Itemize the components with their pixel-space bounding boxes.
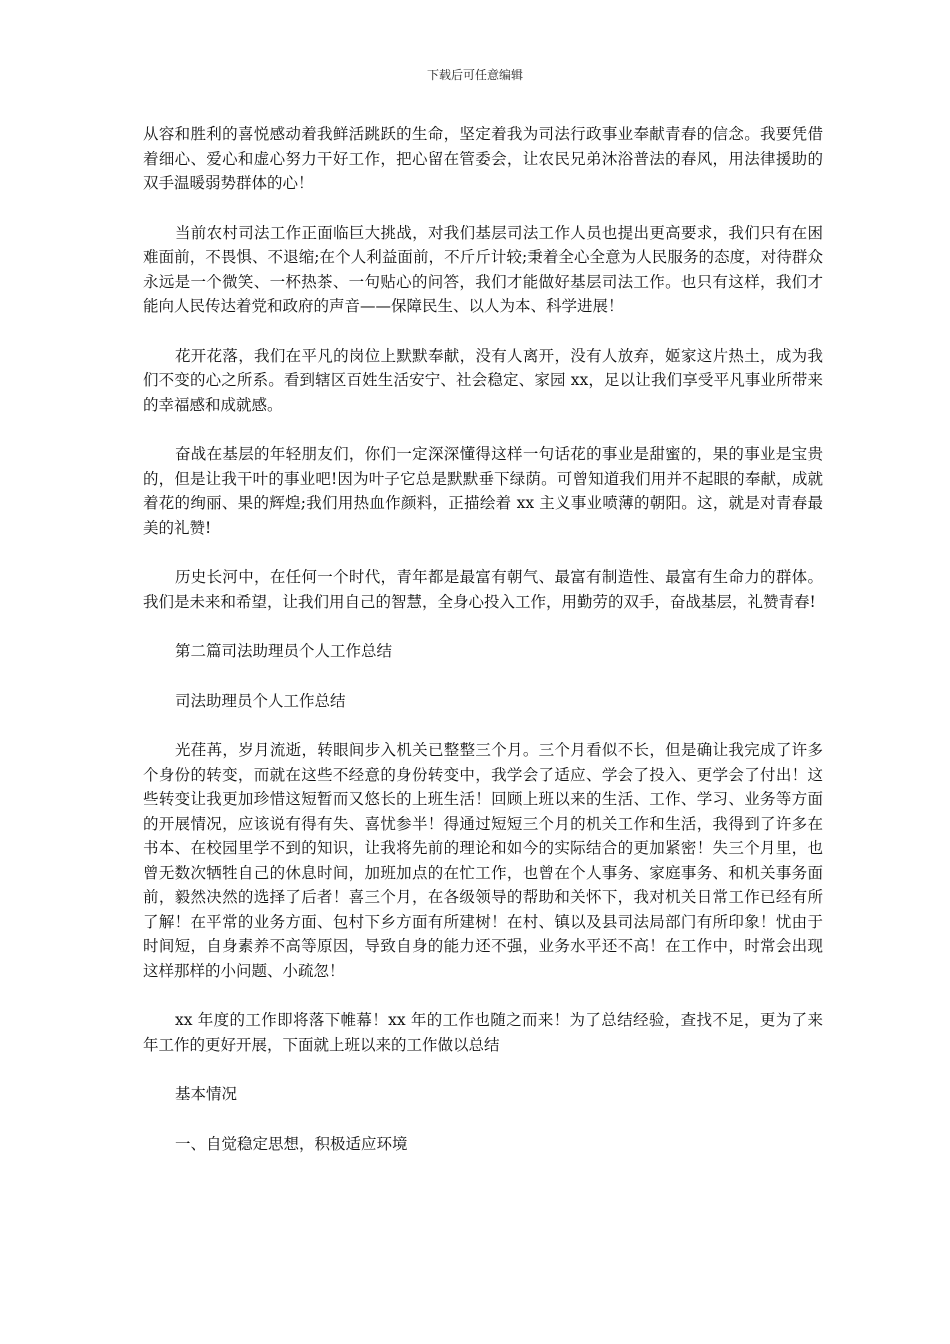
paragraph-2: 当前农村司法工作正面临巨大挑战，对我们基层司法工作人员也提出更高要求，我们只有在困难面前，不畏惧、不退缩;在个人利益面前，不斤斤计较;秉着全心全意为人民服务的态度，对待群众永远是一个微笑、一杯热茶、一句贴心的问答，我们才能做好基层司法工作。也只有这样，我们才能向人民传达着党和政府的声音——保障民生、以人为本、科学进展！ <box>143 223 823 315</box>
heading-point-one: 一、自觉稳定思想，积极适应环境 <box>175 1134 408 1153</box>
page-header: 下载后可任意编辑 <box>426 68 523 82</box>
heading-basic-situation: 基本情况 <box>175 1085 238 1103</box>
paragraph-6: 光荏苒，岁月流逝，转眼间步入机关已整整三个月。三个月看似不长，但是确让我完成了许多个身份的转变，而就在这些不经意的身份转变中，我学会了适应、学会了投入、更学会了付出！这些转变让我更加珍惜这短暂而又悠长的上班生活！回顾上班以来的生活、工作、学习、业务等方面的开展情况，应该说有得有失、喜忧参半！得通过短短三个月的机关工作和生活，我得到了许多在书本、在校园里学不到的知识，让我将先前的理论和如今的实际结合的更加紧密！失三个月里，也曾无数次牺牲自己的休息时间，加班加点的在忙工作，也曾在个人事务、家庭事务、和机关事务面前，毅然决然的选择了后者！喜三个月，在各级领导的帮助和关怀下，我对机关日常工作已经有所了解！在平常的业务方面、包村下乡方面有所建树！在村、镇以及县司法局部门有所印象！忧由于时间短，自身素养不高等原因，导致自身的能力还不强，业务水平还不高！在工作中，时常会出现这样那样的小问题、小疏忽！ <box>143 741 823 980</box>
paragraph-5: 历史长河中，在任何一个时代，青年都是最富有朝气、最富有制造性、最富有生命力的群体。我们是未来和希望，让我们用自己的智慧，全身心投入工作，用勤劳的双手，奋战基层，礼赞青春! <box>143 568 823 611</box>
section-title: 第二篇司法助理员个人工作总结 <box>175 642 393 660</box>
section-subtitle: 司法助理员个人工作总结 <box>175 691 346 710</box>
document-body <box>143 122 823 1181</box>
paragraph-4: 奋战在基层的年轻朋友们，你们一定深深懂得这样一句话花的事业是甜蜜的，果的事业是宝贵的，但是让我干叶的事业吧!因为叶子它总是默默垂下绿荫。可曾知道我们用并不起眼的奉献，成就着花的绚丽、果的辉煌;我们用热血作颜料，正描绘着 xx 主义事业喷薄的朝阳。这，就是对青春最美的礼赞! <box>143 445 823 537</box>
paragraph-3: 花开花落，我们在平凡的岗位上默默奉献，没有人离开，没有人放弃，姬家这片热土，成为我们不变的心之所系。看到辖区百姓生活安宁、社会稳定、家园 xx，足以让我们享受平凡事业所带来的幸福感和成就感。 <box>143 346 823 414</box>
paragraph-7: xx 年度的工作即将落下帷幕！xx 年的工作也随之而来！为了总结经验，查找不足，更为了来年工作的更好开展，下面就上班以来的工作做以总结 <box>143 1011 823 1054</box>
paragraph-1: 从容和胜利的喜悦感动着我鲜活跳跃的生命，坚定着我为司法行政事业奉献青春的信念。我要凭借着细心、爱心和虚心努力干好工作，把心留在管委会，让农民兄弟沐浴普法的春风，用法律援助的双手温暖弱势群体的心！ <box>143 125 823 192</box>
